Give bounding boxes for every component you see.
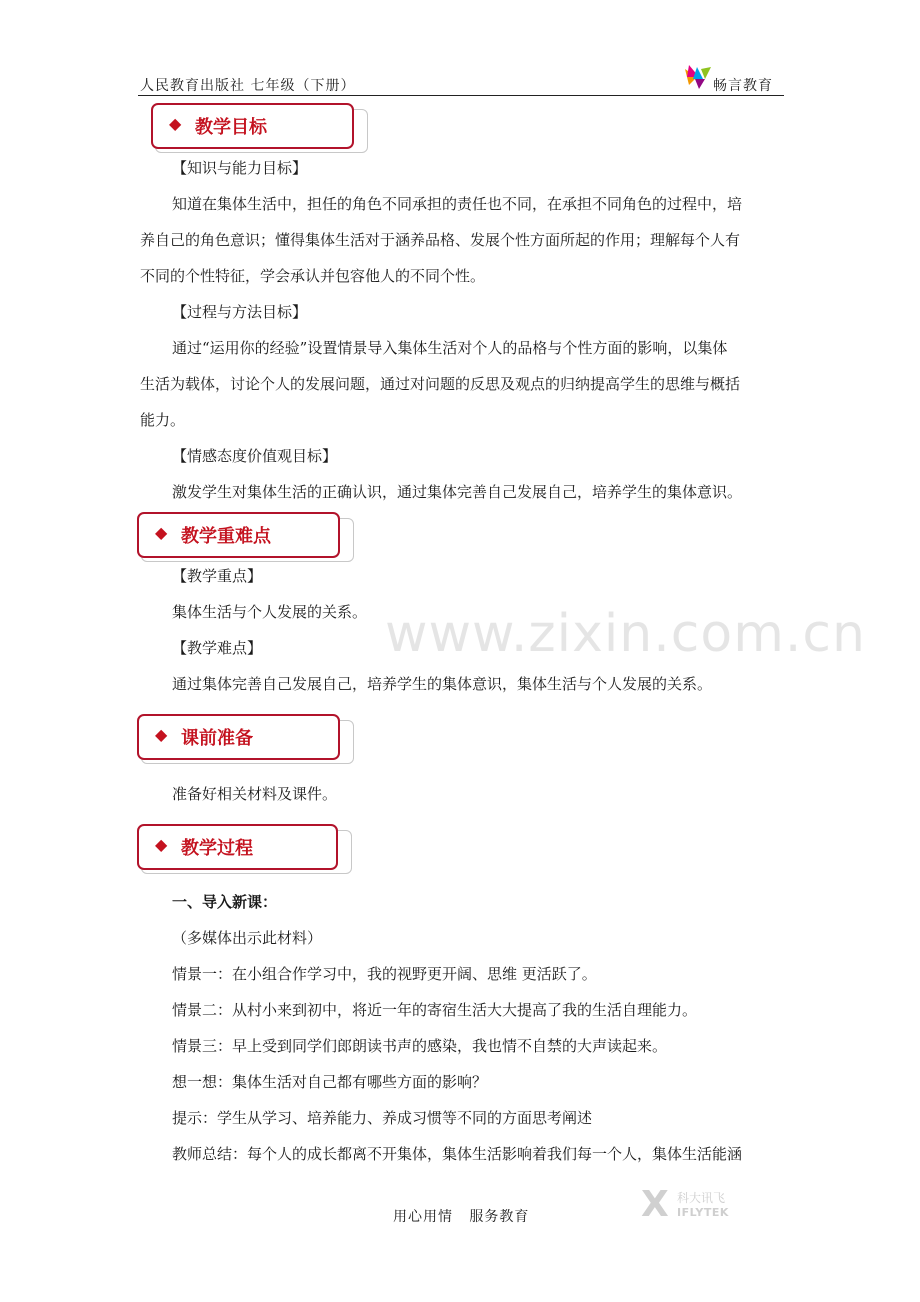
brand-en: IFLYTEK [677,1206,729,1219]
section-header-process [137,824,338,870]
paragraph-line: 提示：学生从学习、培养能力、养成习惯等不同的方面思考阐述 [172,1109,593,1127]
brand-cn: 科大讯飞 [677,1191,726,1205]
footer-slogan: 用心用情 服务教育 [393,1209,530,1225]
subheading-attitude: 【情感态度价值观目标】 [172,447,338,465]
section-title: 教学过程 [181,838,253,859]
subheading-key: 【教学重点】 [172,567,263,585]
paragraph-line: 情景三：早上受到同学们郎朗读书声的感染，我也情不自禁的大声读起来。 [172,1037,668,1055]
diamond-bullet-icon: ◆ [155,725,168,744]
section-header-preparation [137,714,340,760]
paragraph-line: 情景一：在小组合作学习中，我的视野更开阔、思维 更活跃了。 [172,965,597,983]
diamond-bullet-icon: ◆ [169,114,182,133]
paragraph-line: 情景二：从村小来到初中，将近一年的寄宿生活大大提高了我的生活自理能力。 [172,1001,698,1019]
paragraph-line: 通过集体完善自己发展自己，培养学生的集体意识，集体生活与个人发展的关系。 [172,675,713,693]
paragraph-line: 教师总结：每个人的成长都离不开集体，集体生活影响着我们每一个人，集体生活能涵 [172,1145,743,1163]
header-rule [138,95,784,96]
paragraph-line: 养自己的角色意识；懂得集体生活对于涵养品格、发展个性方面所起的作用；理解每个人有 [140,231,741,249]
subheading-process: 【过程与方法目标】 [172,303,308,321]
section-title: 教学重难点 [181,526,271,547]
subheading-intro: 一、导入新课： [172,893,278,911]
colorful-bird-logo-icon [683,63,713,91]
paragraph-line: 通过“运用你的经验”设置情景导入集体生活对个人的品格与个性方面的影响，以集体 [172,339,728,357]
paragraph-line: 能力。 [140,411,186,429]
paragraph-line: 知道在集体生活中，担任的角色不同承担的责任也不同，在承担不同角色的过程中，培 [172,195,743,213]
paragraph-line: 想一想：集体生活对自己都有哪些方面的影响？ [172,1073,488,1091]
paragraph-line: 准备好相关材料及课件。 [172,785,338,803]
paragraph-line: （多媒体出示此材料） [172,929,323,947]
diamond-bullet-icon: ◆ [155,835,168,854]
watermark: www.zixin.com.cn [385,604,866,664]
paragraph-line: 激发学生对集体生活的正确认识，通过集体完善自己发展自己，培养学生的集体意识。 [172,483,743,501]
paragraph-line: 生活为载体，讨论个人的发展问题，通过对问题的反思及观点的归纳提高学生的思维与概括 [140,375,741,393]
paragraph-line: 集体生活与个人发展的关系。 [172,603,368,621]
diamond-bullet-icon: ◆ [155,523,168,542]
section-header-objectives [151,103,354,149]
section-title: 课前准备 [181,728,253,749]
paragraph-line: 不同的个性特征，学会承认并包容他人的不同个性。 [140,267,486,285]
section-title: 教学目标 [195,117,267,138]
subheading-difficult: 【教学难点】 [172,639,263,657]
section-header-key-points [137,512,340,558]
subheading-knowledge: 【知识与能力目标】 [172,159,308,177]
iflytek-x-logo-icon: X 科大讯飞 IFLYTEK [641,1184,729,1225]
header-brand: 畅言教育 [713,78,773,94]
header-publisher: 人民教育出版社 七年级（下册） [140,78,356,94]
